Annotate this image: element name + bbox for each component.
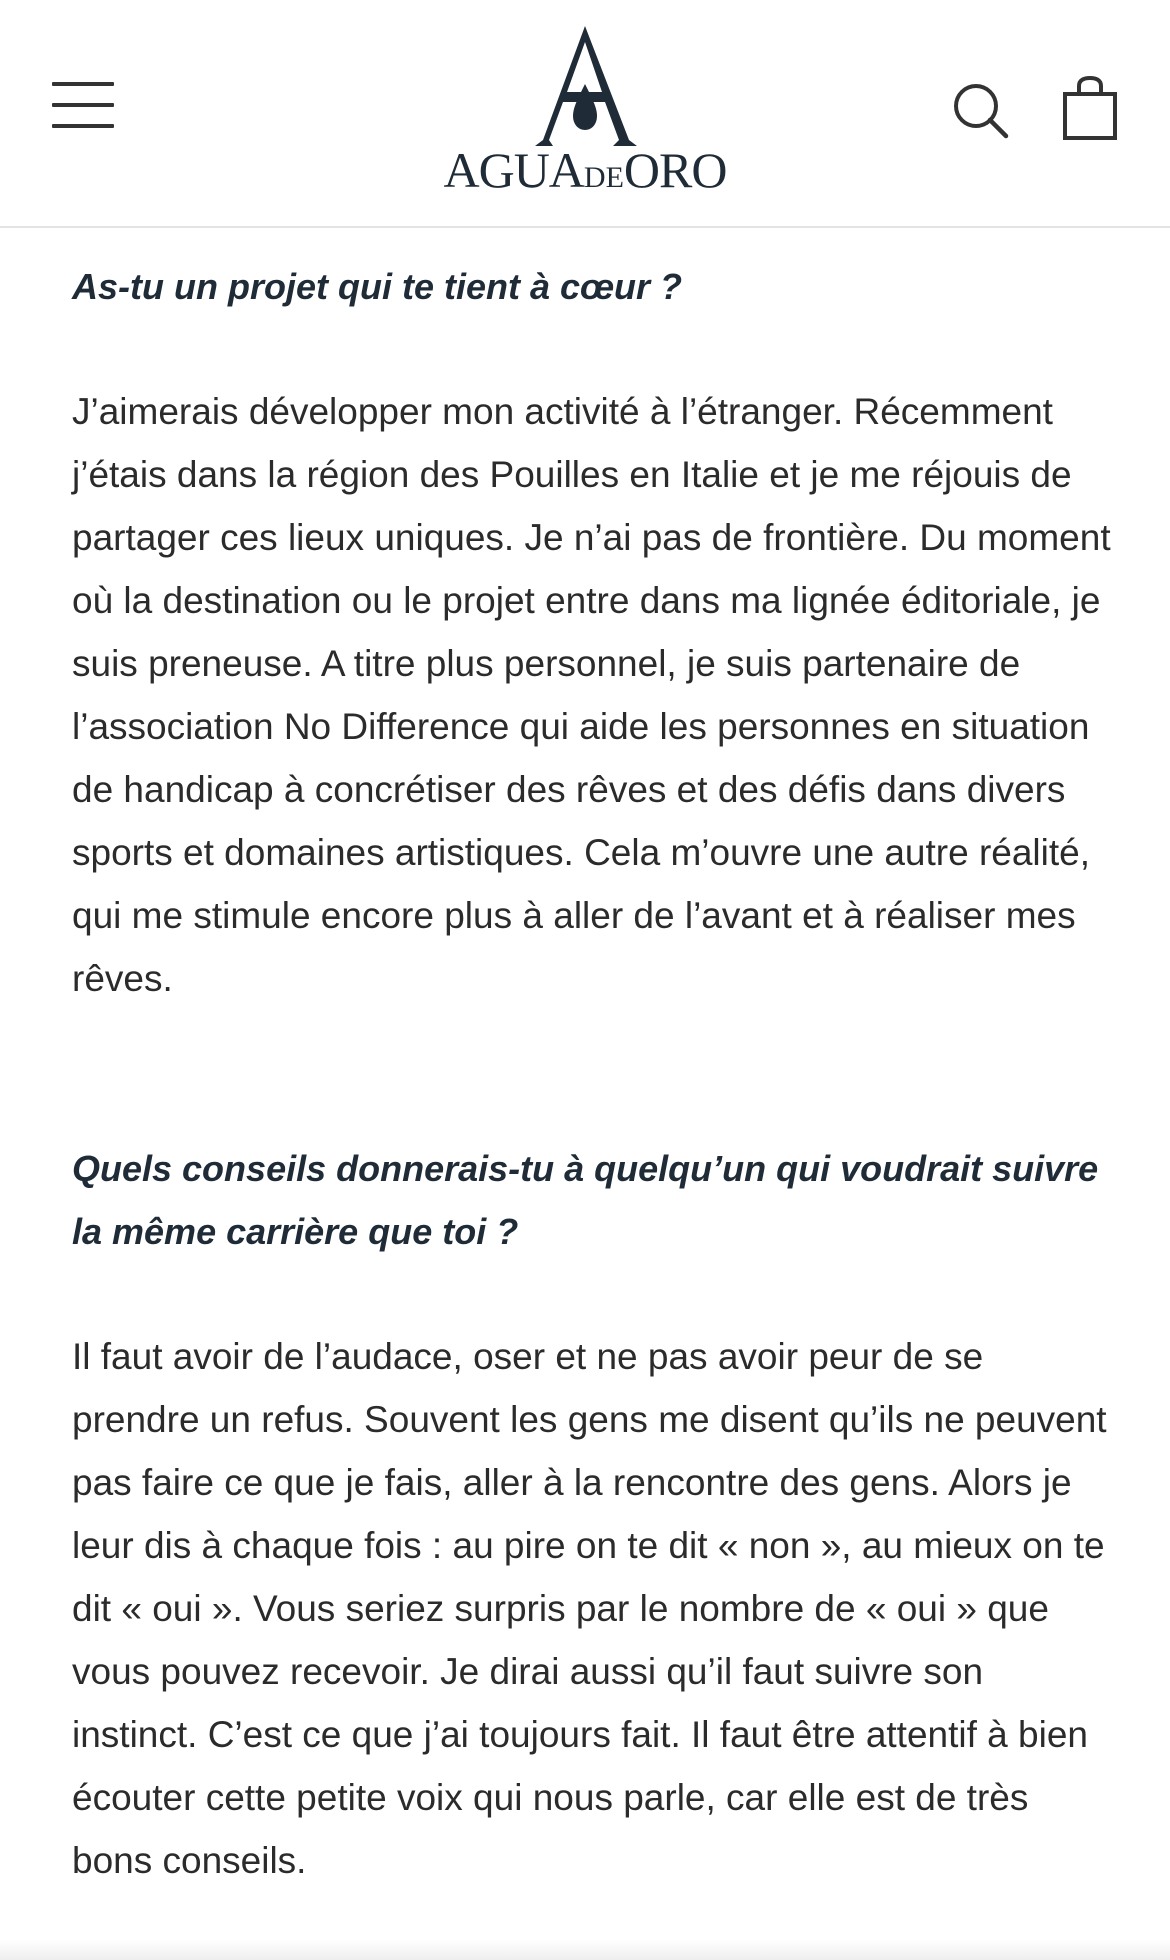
spacer [72, 318, 1112, 380]
logo-a-droplet-icon [505, 22, 665, 152]
search-button[interactable] [952, 82, 1012, 142]
menu-button[interactable] [52, 82, 114, 128]
site-header [0, 0, 1170, 228]
question-project: As-tu un projet qui te tient à cœur ? [72, 266, 682, 307]
cart-button[interactable] [1062, 76, 1118, 140]
logo-word-oro: ORO [623, 142, 727, 198]
logo-word-de: DE [583, 161, 624, 194]
menu-icon-bar-3 [52, 124, 114, 128]
search-icon [952, 82, 1012, 142]
spacer [72, 1263, 1112, 1325]
hamburger-menu-icon [52, 82, 114, 86]
article-body [72, 255, 1112, 1892]
answer-advice: Il faut avoir de l’audace, oser et ne pas avoir peur de se prendre un refus. Souvent les gens me disent qu’ils ne peuvent pas faire ce que je fais, aller à la rencontre des gens. Alors je leur dis à chaque fois : au pire on te dit « non », au mieux on te dit « oui ». Vous seriez surpris par le nombre de « oui » que vous pouvez recevoir. Je dirai aussi qu’il faut suivre son instinct. C’est ce que j’ai toujours fait. Il faut être attentif à bien écouter cette petite voix qui nous parle, car elle est de très bons conseils. [72, 1336, 1107, 1881]
shopping-bag-icon [1062, 76, 1118, 140]
bottom-edge [0, 1940, 1170, 1960]
brand-logo[interactable] [430, 22, 740, 198]
logo-word-agua: AGUA [443, 142, 584, 198]
logo-wordmark [430, 142, 740, 206]
question-advice: Quels conseils donnerais-tu à quelqu’un qui voudrait suivre la même carrière que toi ? [72, 1148, 1099, 1252]
answer-project: J’aimerais développer mon activité à l’étranger. Récemment j’étais dans la région des Pouilles en Italie et je me réjouis de partager ces lieux uniques. Je n’ai pas de frontière. Du moment où la destination ou le projet entre dans ma lignée éditoriale, je suis preneuse. A titre plus personnel, je suis partenaire de l’association No Difference qui aide les personnes en situation de handicap à concrétiser des rêves et des défis dans divers sports et domaines artistiques. Cela m’ouvre une autre réalité, qui me stimule encore plus à aller de l’avant et à réaliser mes rêves. [72, 391, 1111, 999]
menu-icon-bar-2 [52, 103, 114, 107]
spacer [72, 1010, 1112, 1137]
